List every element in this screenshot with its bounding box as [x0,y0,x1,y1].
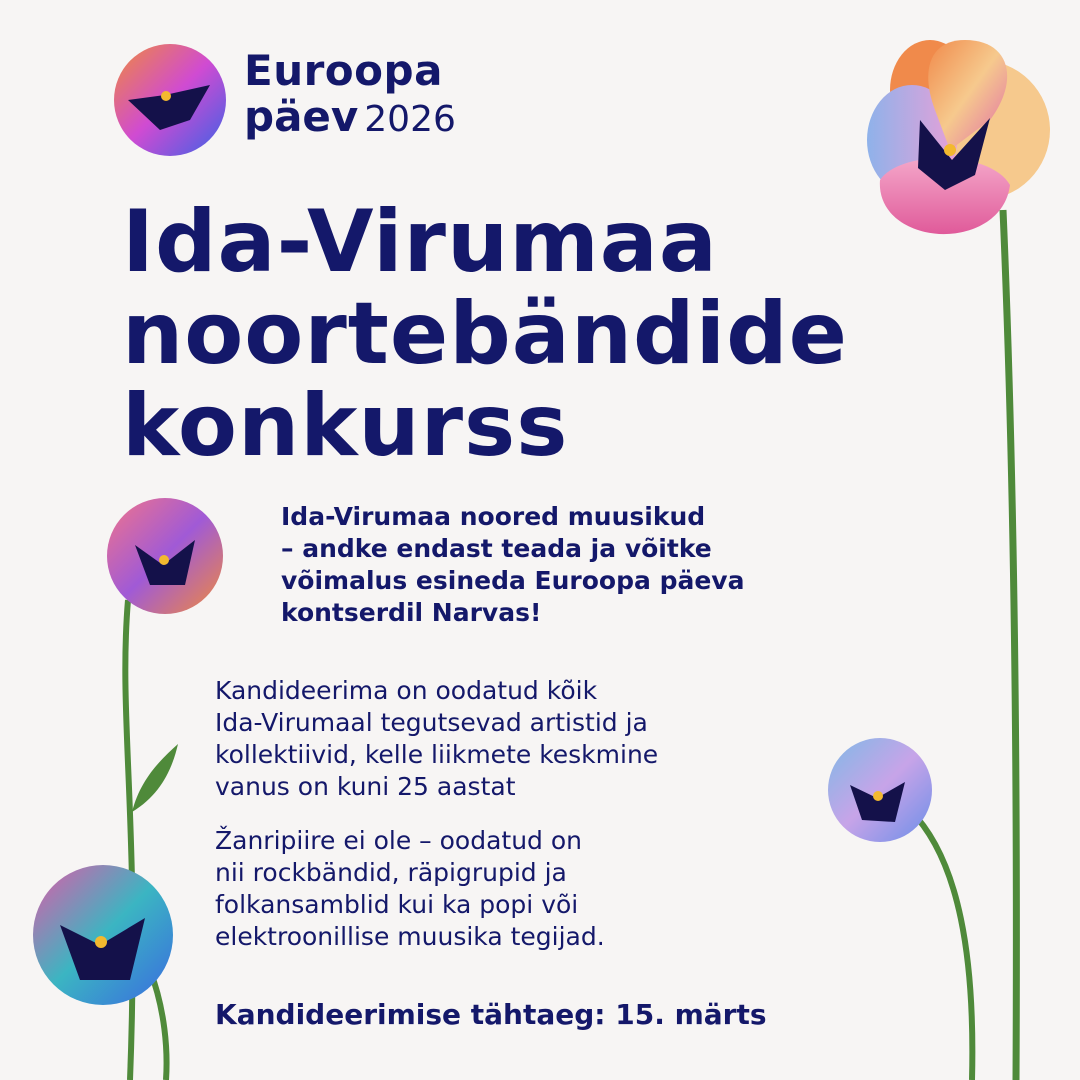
pansy-middle-left [107,498,223,614]
logo-subtitle [244,94,456,149]
application-deadline: Kandideerimise tähtaeg: 15. märts [215,998,767,1031]
lead-line-4: kontserdil Narvas! [281,598,542,627]
eligibility-line-1: Kandideerima on oodatud kõik [215,676,598,705]
title-line-3: konkurss [122,376,569,476]
logo-year: 2026 [364,99,456,140]
lead-line-1: Ida-Virumaa noored muusikud [281,502,706,531]
pansy-flower-icon [114,44,226,156]
page-title [122,192,848,476]
eligibility-line-3: kollektiivid, kelle liikmete keskmine [215,740,659,769]
title-line-2: noortebändide [122,284,848,384]
eligibility-line-4: vanus on kuni 25 aastat [215,772,516,801]
genre-line-1: Žanripiire ei ole – oodatud on [215,826,583,855]
genre-line-4: elektroonillise muusika tegijad. [215,922,605,951]
eligibility-line-2: Ida-Virumaal tegutsevad artistid ja [215,708,648,737]
pansy-bottom-left [33,865,173,1005]
genre-line-2: nii rockbändid, räpigrupid ja [215,858,567,887]
logo-word: päev [244,92,359,141]
title-line-1: Ida-Virumaa [122,192,718,292]
pansy-large-top-right [867,40,1050,234]
logo-title: Euroopa [244,46,443,95]
lead-line-2: – andke endast teada ja võitke [281,534,712,563]
event-logo-text [244,48,456,149]
eligibility-paragraph [215,675,855,803]
lead-line-3: võimalus esineda Euroopa päeva [281,566,745,595]
genre-paragraph [215,825,855,953]
genre-line-3: folkansamblid kui ka popi või [215,890,579,919]
lead-paragraph [281,501,921,629]
